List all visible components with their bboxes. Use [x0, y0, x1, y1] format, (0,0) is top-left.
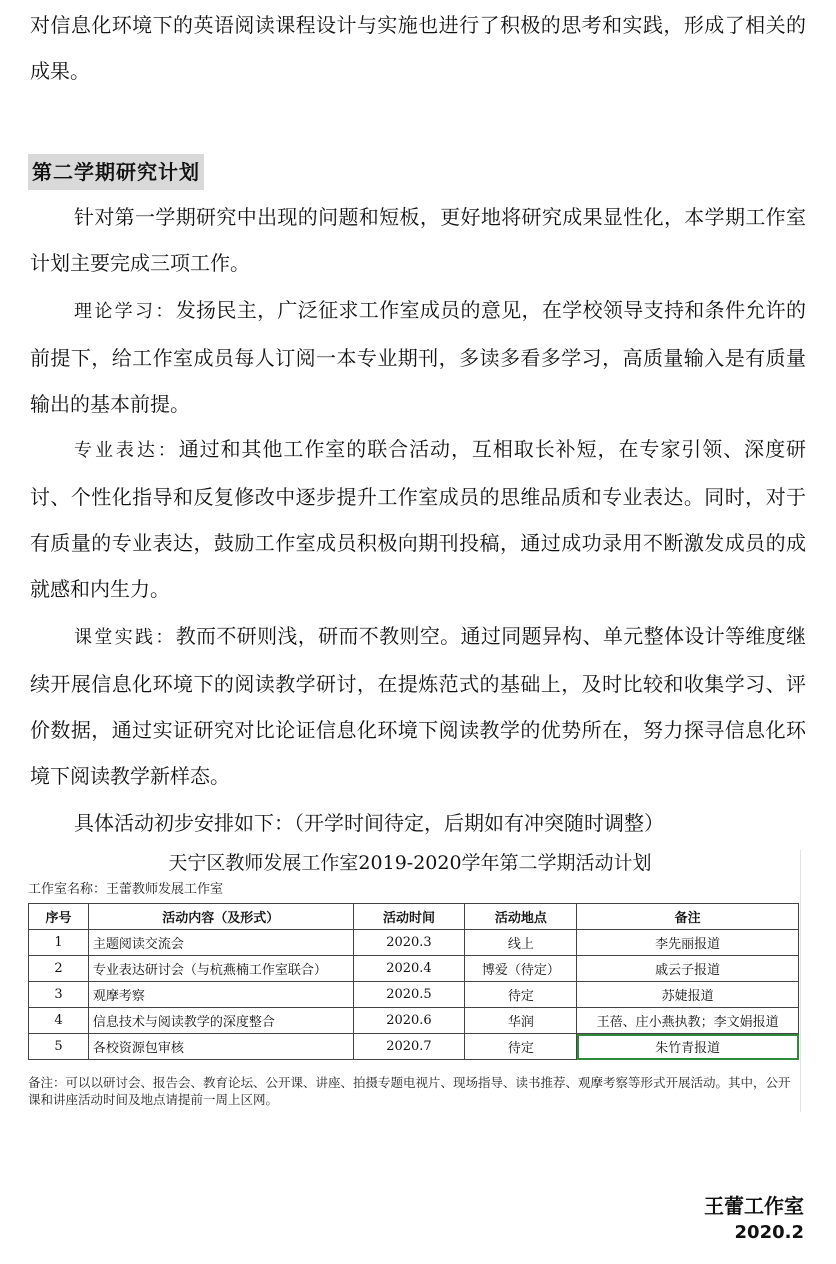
table-row	[29, 1034, 799, 1060]
cell-remarks[interactable]: 苏婕报道	[577, 982, 799, 1008]
studio-name: 工作室名称：王蕾教师发展工作室	[28, 882, 224, 897]
table-row	[29, 956, 799, 982]
cell-location[interactable]: 华润	[465, 1008, 577, 1034]
cell-remarks[interactable]: 李先丽报道	[577, 930, 799, 956]
paragraph-expression	[30, 426, 806, 612]
header-time: 活动时间	[353, 904, 465, 930]
table-row	[29, 982, 799, 1008]
cell-location[interactable]: 待定	[465, 982, 577, 1008]
table-row	[29, 930, 799, 956]
paragraph-overview: 针对第一学期研究中出现的问题和短板，更好地将研究成果显性化，本学期工作室计划主要完成三项工作。	[30, 205, 806, 275]
cell-content[interactable]: 各校资源包审核	[88, 1034, 353, 1060]
cell-remarks[interactable]: 王蓓、庄小燕执教；李文娟报道	[577, 1008, 799, 1034]
paragraph-practice-text: 教而不研则浅，研而不教则空。通过同题异构、单元整体设计等维度继续开展信息化环境下的阅读教学研讨，在提炼范式的基础上，及时比较和收集学习、评价数据，通过实证研究对比论证信息化环境下阅读教学的优势所在，努力探寻信息化环境下阅读教学新样态。	[30, 624, 807, 788]
cell-location[interactable]: 待定	[465, 1034, 577, 1060]
section-heading: 第二学期研究计划	[28, 154, 204, 190]
cell-location[interactable]: 博爱（待定）	[465, 956, 577, 982]
cell-index[interactable]: 1	[29, 930, 89, 956]
cell-time[interactable]: 2020.5	[353, 982, 465, 1008]
sheet-gridline	[800, 850, 801, 1112]
cell-remarks[interactable]: 戚云子报道	[577, 956, 799, 982]
cell-location[interactable]: 线上	[465, 930, 577, 956]
paragraph-schedule-intro: 具体活动初步安排如下：（开学时间待定，后期如有冲突随时调整）	[74, 811, 664, 835]
header-location: 活动地点	[465, 904, 577, 930]
paragraph-theory-label: 理论学习：	[74, 301, 176, 322]
paragraph-expression-label: 专业表达：	[74, 440, 179, 461]
cell-remarks-selected[interactable]: 朱竹青报道	[577, 1034, 799, 1060]
cell-time[interactable]: 2020.4	[353, 956, 465, 982]
sheet-note: 备注：可以以研讨会、报告会、教育论坛、公开课、讲座、拍摄专题电视片、现场指导、读书推荐、观摩考察等形式开展活动。其中，公开课和讲座活动时间及地点请提前一周上区网。	[28, 1075, 791, 1107]
paragraph-practice-label: 课堂实践：	[74, 627, 176, 648]
activity-sheet	[28, 848, 800, 1108]
paragraph-theory	[30, 287, 806, 427]
cell-content[interactable]: 信息技术与阅读教学的深度整合	[88, 1008, 353, 1034]
cell-content[interactable]: 专业表达研讨会（与杭燕楠工作室联合）	[88, 956, 353, 982]
cell-index[interactable]: 3	[29, 982, 89, 1008]
signature-name: 王蕾工作室	[704, 1194, 804, 1218]
activity-table	[28, 903, 799, 1060]
paragraph-practice	[30, 613, 806, 799]
cell-time[interactable]: 2020.3	[353, 930, 465, 956]
cell-content[interactable]: 主题阅读交流会	[88, 930, 353, 956]
sheet-title: 天宁区教师发展工作室2019-2020学年第二学期活动计划	[168, 852, 652, 874]
paragraph-intro: 对信息化环境下的英语阅读课程设计与实施也进行了积极的思考和实践，形成了相关的成果。	[30, 13, 806, 83]
cell-index[interactable]: 2	[29, 956, 89, 982]
header-content: 活动内容（及形式）	[88, 904, 353, 930]
signature-date: 2020.2	[734, 1222, 804, 1243]
table-row	[29, 1008, 799, 1034]
table-header-row	[29, 904, 799, 930]
cell-time[interactable]: 2020.6	[353, 1008, 465, 1034]
cell-index[interactable]: 4	[29, 1008, 89, 1034]
cell-index[interactable]: 5	[29, 1034, 89, 1060]
header-index: 序号	[29, 904, 89, 930]
cell-time[interactable]: 2020.7	[353, 1034, 465, 1060]
paragraph-expression-text: 通过和其他工作室的联合活动，互相取长补短，在专家引领、深度研讨、个性化指导和反复修改中逐步提升工作室成员的思维品质和专业表达。同时，对于有质量的专业表达，鼓励工作室成员积极向期刊投稿，通过成功录用不断激发成员的成就感和内生力。	[30, 437, 807, 601]
cell-content[interactable]: 观摩考察	[88, 982, 353, 1008]
paragraph-theory-text: 发扬民主，广泛征求工作室成员的意见，在学校领导支持和条件允许的前提下，给工作室成员每人订阅一本专业期刊，多读多看多学习，高质量输入是有质量输出的基本前提。	[30, 298, 807, 416]
header-remarks: 备注	[577, 904, 799, 930]
